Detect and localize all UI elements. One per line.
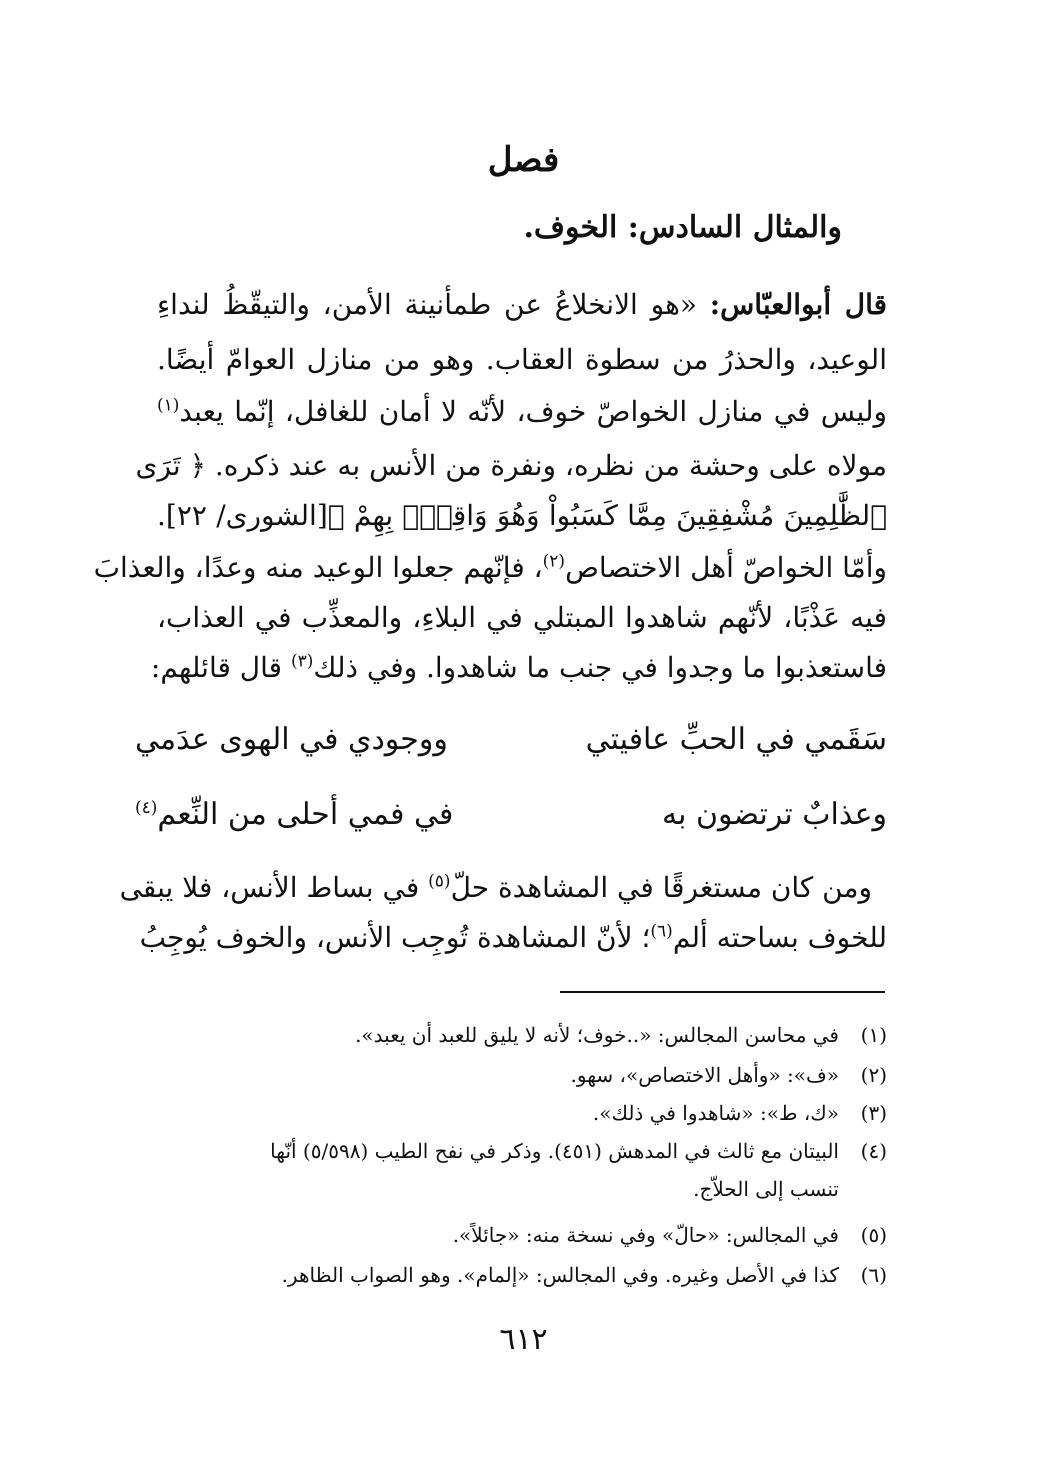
footnote-number: (٢) [860,1063,887,1087]
body-line-text: في بساط الأنس، فلا يبقى [119,871,429,904]
body-line-text: ؛ لأنّ المشاهدة تُوجِب الأنس، والخوف يُوجِبُ [139,921,651,954]
body-line-3 [157,392,887,432]
footnote-5 [152,1220,887,1250]
footnote-ref[interactable]: (٤) [135,798,158,818]
verse-2-second-hemistich [135,795,453,835]
verse-1-second-hemistich: ووجودي في الهوى عدَمي [135,722,448,757]
quran-verse-line [157,496,887,536]
footnote-ref[interactable]: (٦) [650,921,673,942]
footnote-2 [152,1060,887,1090]
body-line-text: وأمّا الخواصّ أهل الاختصاص [565,551,887,584]
body-line-4 [135,446,887,486]
body-line-1 [157,285,887,325]
body-line-text: للخوف بساحته ألم [672,921,887,954]
body-line-text: ، فإنّهم جعلوا الوعيد منه وعدًا، والعذابَ [93,551,543,584]
footnote-number: (١) [860,1023,887,1047]
footnote-ref[interactable]: (٥) [428,871,451,892]
body-line-text: الوعيد، والحذرُ من سطوة العقاب. وهو من منازل العوامّ أيضًا. [157,343,887,376]
footnote-ref[interactable]: (٣) [290,651,314,672]
body-line-8 [150,648,887,688]
footnote-text: في محاسن المجالس: «..خوف؛ لأنه لا يليق للعبد أن يعبد». [355,1023,839,1047]
page-number: ٦١٢ [499,1322,548,1357]
body-line-text: قال قائلهم: [150,651,291,684]
body-line-text: فاستعذبوا ما وجدوا في جنب ما شاهدوا. وفي ذلك [313,651,887,684]
footnote-divider [560,991,885,993]
body-line-7 [157,598,887,638]
footnote-text: في المجالس: «حالّ» وفي نسخة منه: «جائلاً». [452,1223,839,1247]
body-line-text: ٱلظَّٰلِمِينَ مُشْفِقِينَ مِمَّا كَسَبُواْ وَهُوَ وَاقِعُۢ بِهِمْ ﴾[الشورى/ ٢٢]. [157,499,887,532]
verse-2-first-hemistich: وعذابٌ ترتضون به [661,797,887,832]
footnote-text: البيتان مع ثالث في المدهش (٤٥١). وذكر في نفح الطيب (٥/٥٩٨) أنّها [270,1139,839,1163]
body-line-text: مولاه على وحشة من نظره، ونفرة من الأنس به عند ذكره. ﴿ تَرَى [135,449,887,482]
footnote-number: (٣) [860,1101,887,1125]
body-line-2 [157,340,887,380]
footnote-text: «ك، ط»: «شاهدوا في ذلك». [592,1101,839,1125]
body-line-text: «هو الانخلاعُ عن طمأنينة الأمن، والتيقّظُ لنداءِ [157,288,710,321]
footnote-ref[interactable]: (١) [157,395,180,416]
body-line-10 [139,918,887,958]
body-line-text: وليس في منازل الخواصّ خوف، لأنّه لا أمان للغافل، إنّما يعبد [179,395,887,428]
section-title: والمثال السادس: الخوف. [523,210,842,245]
footnote-number: (٤) [860,1139,887,1163]
footnote-4 [152,1136,887,1166]
speaker-name: قال أبوالعبّاس: [709,288,888,321]
chapter-heading: فصل [487,140,560,180]
footnote-3 [152,1098,887,1128]
footnote-text: كذا في الأصل وغيره. وفي المجالس: «إلمام». وهو الصواب الظاهر. [281,1263,839,1287]
verse-1-first-hemistich: سَقَمي في الحبِّ عافيتي [585,722,887,757]
body-line-6 [93,548,887,588]
footnote-6 [152,1260,887,1290]
footnote-number: (٥) [860,1223,887,1247]
footnote-number: (٦) [860,1263,887,1287]
footnote-text: «ف»: «وأهل الاختصاص»، سهو. [570,1063,839,1087]
footnote-4-continuation: تنسب إلى الحلاّج. [693,1177,839,1201]
body-line-text: ومن كان مستغرقًا في المشاهدة حلّ [450,871,872,904]
body-line-9 [119,868,872,908]
footnote-ref[interactable]: (٢) [542,551,566,572]
footnote-1 [152,1020,887,1050]
verse-text: في فمي أحلى من النِّعم [157,797,454,832]
body-line-text: فيه عَذْبًا، لأنّهم شاهدوا المبتلي في البلاءِ، والمعذِّب في العذاب، [157,601,887,634]
